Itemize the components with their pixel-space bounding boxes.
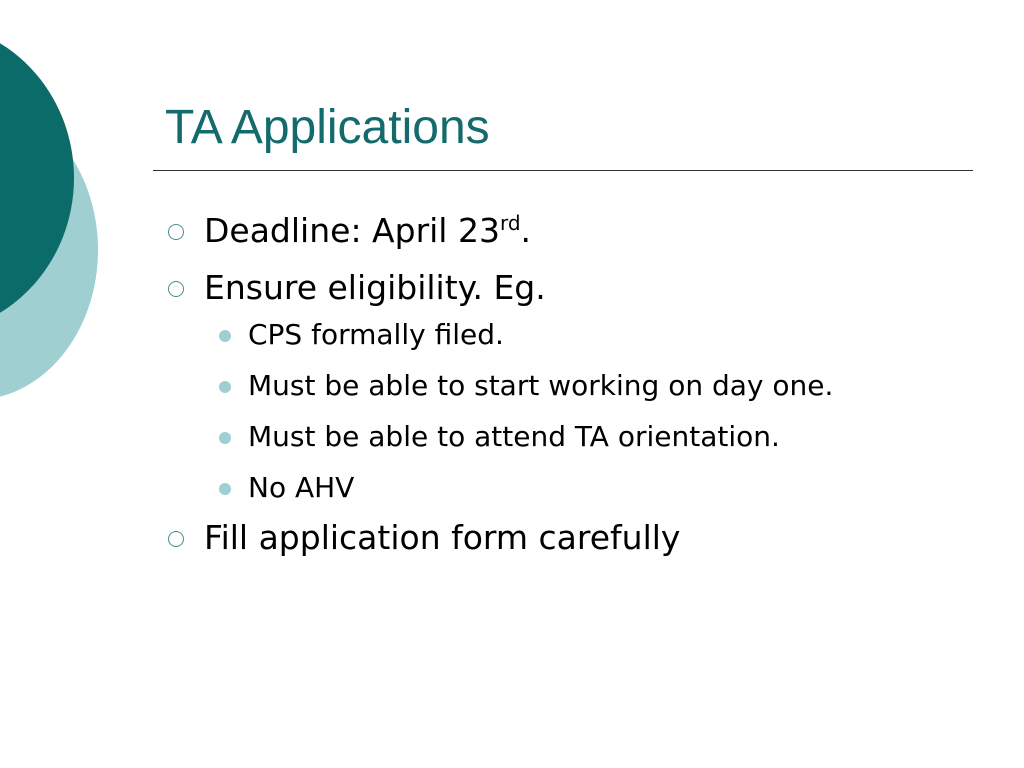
hollow-circle-bullet-icon	[168, 531, 184, 547]
bullet-text: Deadline: April 23	[204, 211, 500, 250]
filled-circle-bullet-icon	[219, 432, 231, 444]
sub-bullet-item	[208, 313, 954, 356]
sub-bullet-group	[164, 313, 954, 509]
hollow-circle-bullet-icon	[168, 224, 184, 240]
bullet-text: Fill application form carefully	[204, 518, 681, 557]
filled-circle-bullet-icon	[219, 483, 231, 495]
filled-circle-bullet-icon	[219, 381, 231, 393]
sub-bullet-list	[164, 313, 954, 509]
sub-bullet-item	[208, 466, 954, 509]
sub-bullet-text: Must be able to attend TA orientation.	[248, 420, 780, 453]
bullet-fill-form	[164, 517, 954, 559]
hollow-circle-bullet-icon	[168, 281, 184, 297]
filled-circle-bullet-icon	[219, 330, 231, 342]
sub-bullet-item	[208, 415, 954, 458]
bullet-eligibility	[164, 267, 954, 309]
bullet-list	[164, 210, 954, 574]
ordinal-suffix: rd	[499, 211, 521, 235]
sub-bullet-text: CPS formally filed.	[248, 318, 504, 351]
sub-bullet-item	[208, 364, 954, 407]
title-divider	[153, 170, 973, 171]
sub-bullet-text: Must be able to start working on day one.	[248, 369, 834, 402]
slide-title: TA Applications	[165, 101, 490, 154]
bullet-text: Ensure eligibility. Eg.	[204, 268, 546, 307]
bullet-punctuation: .	[520, 211, 532, 250]
sub-bullet-text: No AHV	[248, 471, 355, 504]
bullet-deadline	[164, 210, 954, 252]
